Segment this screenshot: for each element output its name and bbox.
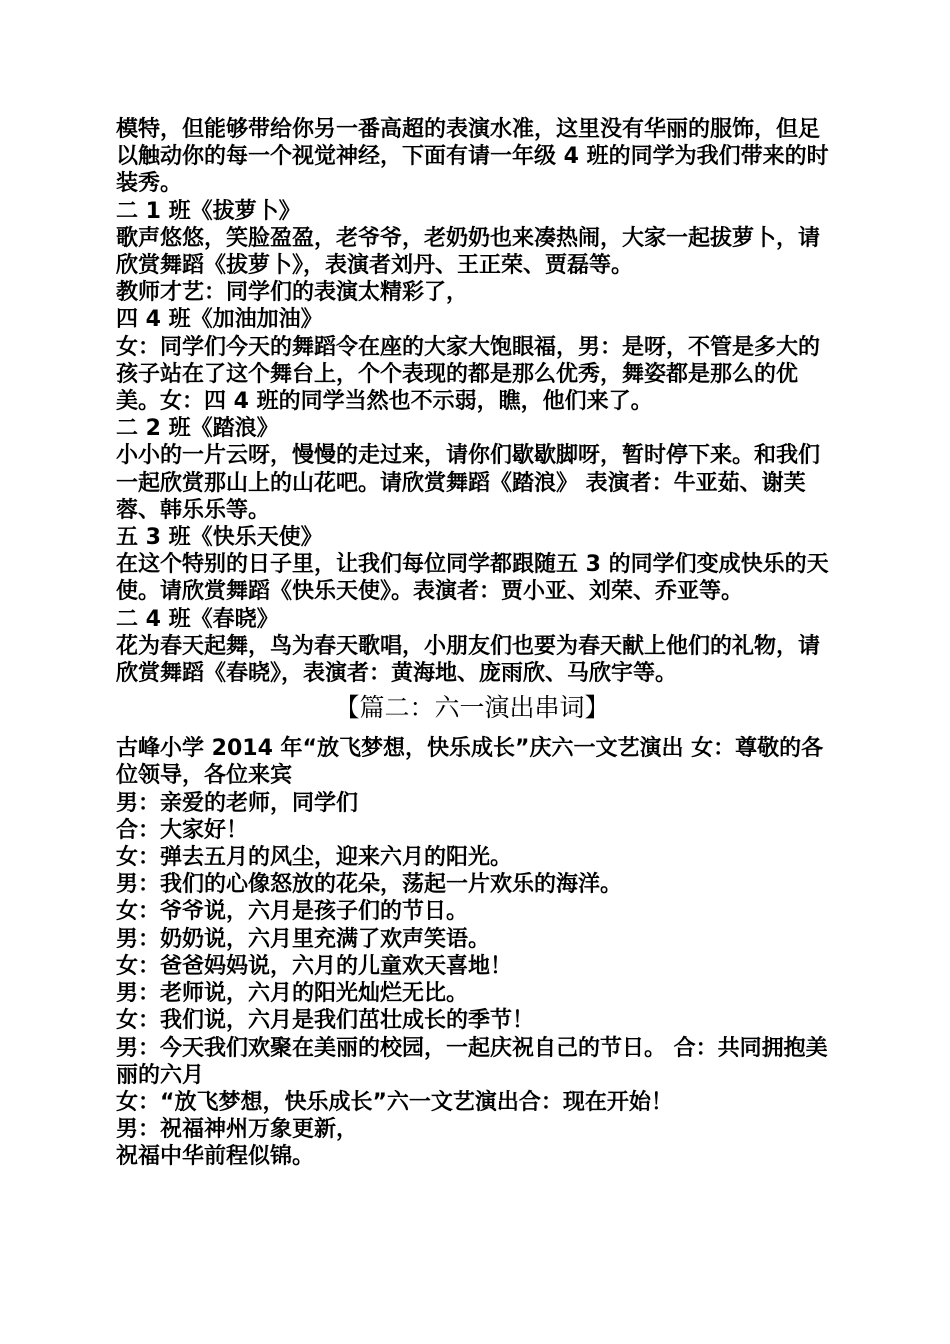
- dialogue-line: 女：爸爸妈妈说，六月的儿童欢天喜地！: [116, 953, 513, 979]
- dialogue-line: 女：我们说，六月是我们茁壮成长的季节！: [116, 1008, 535, 1034]
- dialogue-line: 男：祝福神州万象更新，: [116, 1117, 359, 1143]
- dialogue-line: 女：弹去五月的风尘，迎来六月的阳光。: [116, 845, 513, 871]
- program-title: 二 1 班《拔萝卜》: [116, 198, 301, 224]
- dialogue-line: 男：老师说，六月的阳光灿烂无比。: [116, 981, 469, 1007]
- dialogue-line: 男：奶奶说，六月里充满了欢声笑语。: [116, 926, 491, 952]
- dialogue-line: 男：我们的心像怒放的花朵，荡起一片欢乐的海洋。: [116, 872, 623, 898]
- paragraph: 在这个特别的日子里，让我们每位同学都跟随五 3 的同学们变成快乐的天使。请欣赏舞蹈《快乐天使》。表演者：贾小亚、刘荣、乔亚等。: [116, 552, 829, 605]
- program-title: 五 3 班《快乐天使》: [116, 525, 323, 551]
- paragraph: 小小的一片云呀，慢慢的走过来，请你们歇歇脚呀，暂时停下来。和我们一起欣赏那山上的山花吧。请欣赏舞蹈《踏浪》 表演者：牛亚茹、谢芙蓉、韩乐乐等。: [116, 443, 821, 523]
- section-part1: [116, 116, 836, 687]
- paragraph: 古峰小学 2014 年“放飞梦想，快乐成长”庆六一文艺演出 女：尊敬的各位领导，各位来宾: [116, 736, 824, 789]
- section-part2: [116, 735, 836, 1170]
- paragraph: 模特，但能够带给你另一番高超的表演水准，这里没有华丽的服饰，但足以触动你的每一个视觉神经，下面有请一年级 4 班的同学为我们带来的时装秀。: [116, 117, 829, 197]
- dialogue-line: 祝福中华前程似锦。: [116, 1144, 315, 1170]
- dialogue-line: 男：亲爱的老师，同学们: [116, 790, 359, 816]
- section-heading: 【篇二：六一演出串词】: [334, 693, 610, 723]
- paragraph: 教师才艺：同学们的表演太精彩了，: [116, 280, 469, 306]
- document-page: [116, 116, 836, 1171]
- program-title: 四 4 班《加油加油》: [116, 307, 323, 333]
- program-title: 二 4 班《春晓》: [116, 606, 279, 632]
- dialogue-line: 女：爷爷说，六月是孩子们的节日。: [116, 899, 469, 925]
- dialogue-line: 合：大家好！: [116, 817, 249, 843]
- dialogue-line: 男：今天我们欢聚在美丽的校园，一起庆祝自己的节日。 合：共同拥抱美丽的六月: [116, 1035, 828, 1088]
- paragraph: 女：同学们今天的舞蹈令在座的大家大饱眼福，男：是呀，不管是多大的孩子站在了这个舞台上，个个表现的都是那么优秀，舞姿都是那么的优美。女：四 4 班的同学当然也不示弱，瞧，他们来了。: [116, 334, 821, 415]
- dialogue-line: 女：“放飞梦想，快乐成长”六一文艺演出合：现在开始！: [116, 1089, 673, 1115]
- program-title: 二 2 班《踏浪》: [116, 416, 279, 442]
- paragraph: 歌声悠悠，笑脸盈盈，老爷爷，老奶奶也来凑热闹，大家一起拔萝卜，请欣赏舞蹈《拔萝卜》，表演者刘丹、王正荣、贾磊等。: [116, 225, 821, 279]
- paragraph: 花为春天起舞，鸟为春天歌唱，小朋友们也要为春天献上他们的礼物，请欣赏舞蹈《春晓》，表演者：黄海地、庞雨欣、马欣宇等。: [116, 633, 821, 687]
